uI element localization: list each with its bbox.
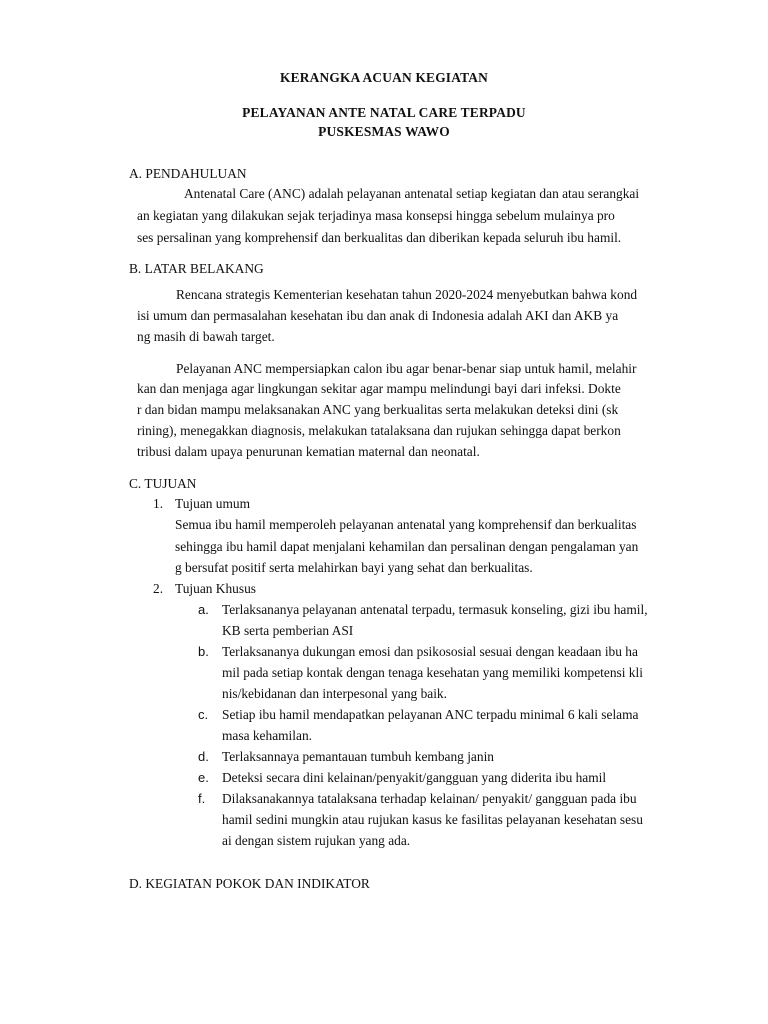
section-a-heading: A. PENDAHULUAN [129, 166, 247, 181]
section-d-heading: D. KEGIATAN POKOK DAN INDIKATOR [129, 876, 370, 891]
subitem-b-line-3: nis/kebidanan dan interpesonal yang baik. [222, 686, 447, 701]
subitem-d-line-1: Terlaksannaya pemantauan tumbuh kembang janin [222, 749, 494, 764]
section-b-para2-line-3: r dan bidan mampu melaksanakan ANC yang berkualitas serta melakukan deteksi dini (sk [137, 402, 619, 417]
tujuan-umum-line-1: Semua ibu hamil memperoleh pelayanan antenatal yang komprehensif dan berkualitas [175, 517, 637, 532]
section-a-line-3: ses persalinan yang komprehensif dan berkualitas dan diberikan kepada seluruh ibu hamil. [137, 230, 622, 245]
section-b-para1-line-2: isi umum dan permasalahan kesehatan ibu dan anak di Indonesia adalah AKI dan AKB ya [137, 308, 619, 323]
list-number: 2. [153, 581, 164, 596]
document-subtitle: PELAYANAN ANTE NATAL CARE TERPADU [242, 105, 526, 120]
subitem-c-line-1: Setiap ibu hamil mendapatkan pelayanan ANC terpadu minimal 6 kali selama [222, 707, 639, 722]
section-b-heading: B. LATAR BELAKANG [129, 261, 264, 276]
section-c-heading: C. TUJUAN [129, 476, 197, 491]
section-b-para2-line-5: tribusi dalam upaya penurunan kematian maternal dan neonatal. [137, 444, 480, 459]
tujuan-khusus-label: Tujuan Khusus [175, 581, 256, 596]
list-letter: d. [198, 749, 209, 764]
section-b-para1-line-1: Rencana strategis Kementerian kesehatan tahun 2020-2024 menyebutkan bahwa kond [176, 287, 638, 302]
tujuan-umum-line-3: g bersufat positif serta melahirkan bayi yang sehat dan berkualitas. [175, 560, 533, 575]
subitem-a-line-1: Terlaksananya pelayanan antenatal terpadu, termasuk konseling, gizi ibu hamil, [222, 602, 648, 617]
subitem-c-line-2: masa kehamilan. [222, 728, 312, 743]
list-letter: a. [198, 602, 209, 617]
list-number: 1. [153, 496, 164, 511]
section-b-para2-line-4: rining), menegakkan diagnosis, melakukan tatalaksana dan rujukan sehingga dapat berkon [137, 423, 621, 438]
subitem-a-line-2: KB serta pemberian ASI [222, 623, 354, 638]
subitem-f-line-1: Dilaksanakannya tatalaksana terhadap kelainan/ penyakit/ gangguan pada ibu [222, 791, 637, 806]
section-a-line-2: an kegiatan yang dilakukan sejak terjadinya masa konsepsi hingga sebelum mulainya pro [137, 208, 615, 223]
section-b-para2-line-1: Pelayanan ANC mempersiapkan calon ibu agar benar-benar siap untuk hamil, melahir [176, 361, 637, 376]
tujuan-umum-label: Tujuan umum [175, 496, 251, 511]
subitem-e-line-1: Deteksi secara dini kelainan/penyakit/gangguan yang diderita ibu hamil [222, 770, 607, 785]
document-subtitle-location: PUSKESMAS WAWO [318, 124, 450, 139]
list-letter: f. [198, 791, 206, 806]
list-letter: b. [198, 644, 209, 659]
subitem-f-line-2: hamil sedini mungkin atau rujukan kasus ke fasilitas pelayanan kesehatan sesu [222, 812, 643, 827]
section-b-para2-line-2: kan dan menjaga agar lingkungan sekitar agar mampu melindungi bayi dari infeksi. Dokte [137, 381, 621, 396]
document-title: KERANGKA ACUAN KEGIATAN [280, 70, 488, 85]
list-letter: e. [198, 770, 209, 785]
section-a-line-1: Antenatal Care (ANC) adalah pelayanan antenatal setiap kegiatan dan atau serangkai [184, 186, 640, 201]
tujuan-umum-line-2: sehingga ibu hamil dapat menjalani kehamilan dan persalinan dengan pengalaman yan [175, 539, 639, 554]
subitem-b-line-2: mil pada setiap kontak dengan tenaga kesehatan yang memiliki kompetensi kli [222, 665, 643, 680]
subitem-b-line-1: Terlaksananya dukungan emosi dan psikososial sesuai dengan keadaan ibu ha [222, 644, 638, 659]
section-b-para1-line-3: ng masih di bawah target. [137, 329, 275, 344]
subitem-f-line-3: ai dengan sistem rujukan yang ada. [222, 833, 411, 848]
list-letter: c. [198, 707, 209, 722]
